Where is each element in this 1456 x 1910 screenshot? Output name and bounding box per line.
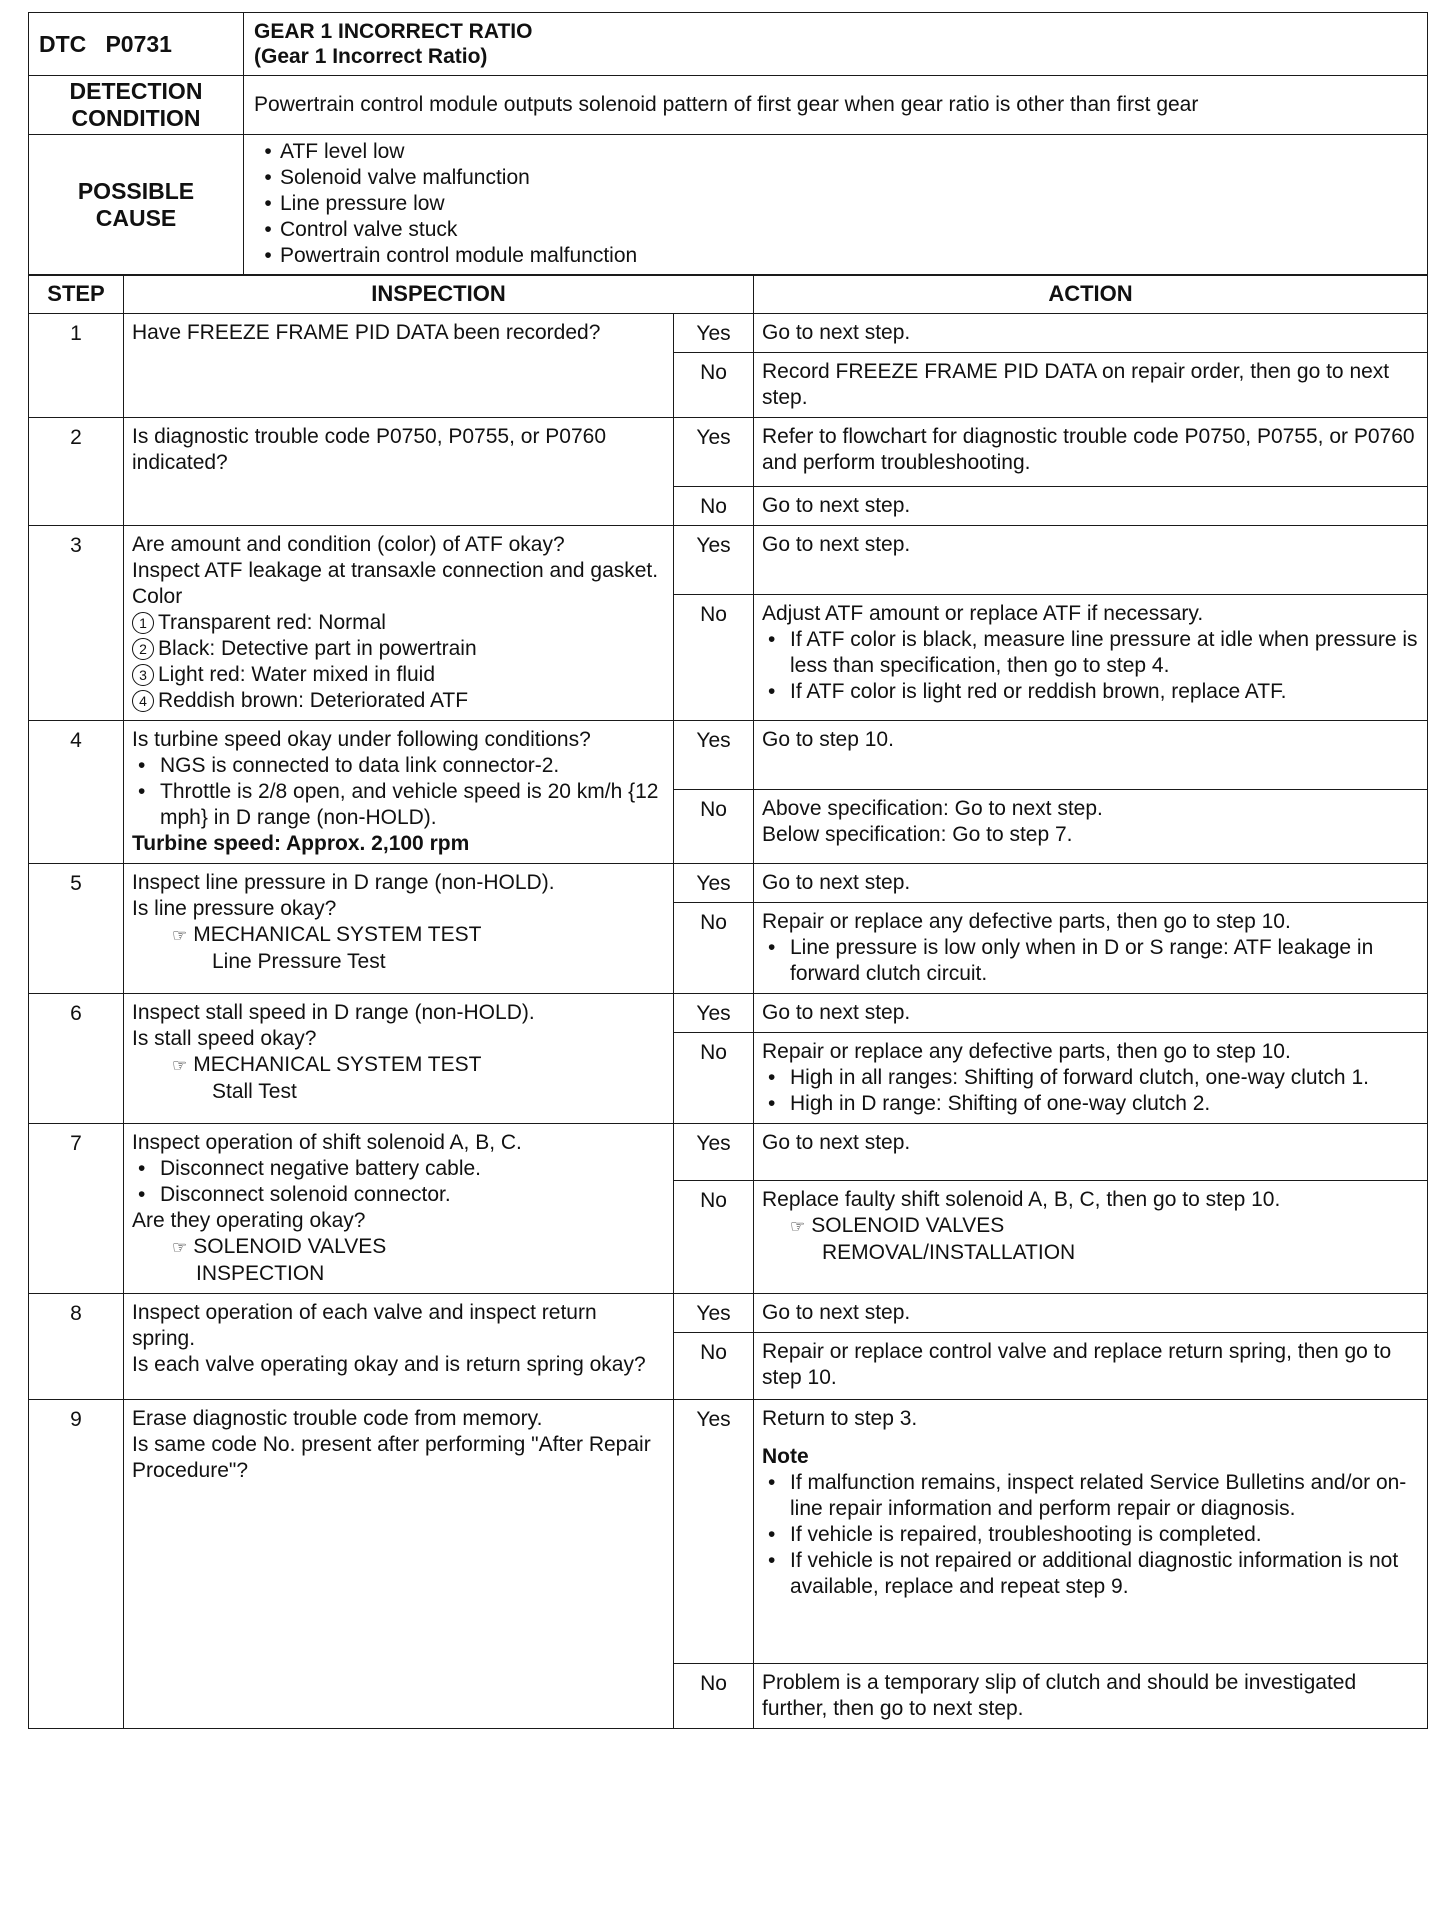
step-row bbox=[29, 526, 1428, 595]
no-label: No bbox=[674, 1181, 754, 1294]
no-label: No bbox=[674, 1333, 754, 1400]
reference-pointer-icon: ☞ bbox=[790, 1217, 806, 1237]
circled-number-icon: 2 bbox=[132, 638, 154, 660]
yes-action: Return to step 3. Note • If malfunction remains, inspect related Service Bulletins and/or on-line repair information and perform repair or diagnosis. • If vehicle is repaired, troubleshooting is completed. • If vehicle is not repaired or additional diagnostic information is not available, replace and repeat step 9. bbox=[754, 1400, 1428, 1664]
step-number: 7 bbox=[29, 1124, 124, 1294]
yes-label: Yes bbox=[674, 1294, 754, 1333]
yes-action: Go to next step. bbox=[754, 1124, 1428, 1181]
detection-condition-text: Powertrain control module outputs solenoid pattern of first gear when gear ratio is other than first gear bbox=[244, 76, 1428, 135]
yes-label: Yes bbox=[674, 526, 754, 595]
reference-link[interactable]: ☞ MECHANICAL SYSTEM TEST bbox=[172, 1053, 482, 1077]
color-item: 1 Transparent red: Normal bbox=[132, 610, 665, 636]
dtc-title-cell bbox=[244, 13, 1428, 76]
cause-item: • Control valve stuck bbox=[254, 217, 1417, 243]
step-row bbox=[29, 721, 1428, 790]
no-label: No bbox=[674, 353, 754, 418]
step-row bbox=[29, 1124, 1428, 1181]
cause-item: • Solenoid valve malfunction bbox=[254, 165, 1417, 191]
dtc-header-table bbox=[28, 12, 1428, 276]
no-label: No bbox=[674, 903, 754, 994]
no-label: No bbox=[674, 487, 754, 526]
col-action: ACTION bbox=[754, 275, 1428, 314]
step-number: 4 bbox=[29, 721, 124, 864]
yes-label: Yes bbox=[674, 314, 754, 353]
step-number: 6 bbox=[29, 994, 124, 1124]
col-inspection: INSPECTION bbox=[124, 275, 754, 314]
step-row bbox=[29, 864, 1428, 903]
yes-label: Yes bbox=[674, 1400, 754, 1664]
no-action: Record FREEZE FRAME PID DATA on repair order, then go to next step. bbox=[754, 353, 1428, 418]
step-inspection: Inspect stall speed in D range (non-HOLD). Is stall speed okay? ☞ MECHANICAL SYSTEM TEST Stall Test bbox=[124, 994, 674, 1124]
diagnostic-sheet bbox=[28, 12, 1428, 1729]
yes-action: Refer to flowchart for diagnostic trouble code P0750, P0755, or P0760 and perform troubleshooting. bbox=[754, 418, 1428, 487]
dtc-code: P0731 bbox=[105, 30, 172, 57]
cause-item: • Powertrain control module malfunction bbox=[254, 243, 1417, 269]
step-number: 2 bbox=[29, 418, 124, 526]
no-action: Repair or replace any defective parts, then go to step 10. • High in all ranges: Shifting of forward clutch, one-way clutch 1. • High in D range: Shifting of one-way clutch 2. bbox=[754, 1033, 1428, 1124]
color-item: 4 Reddish brown: Deteriorated ATF bbox=[132, 688, 665, 714]
step-inspection: Inspect line pressure in D range (non-HOLD). Is line pressure okay? ☞ MECHANICAL SYSTEM TEST Line Pressure Test bbox=[124, 864, 674, 994]
step-row bbox=[29, 418, 1428, 487]
step-row bbox=[29, 1400, 1428, 1664]
yes-label: Yes bbox=[674, 1124, 754, 1181]
possible-cause-cell bbox=[244, 135, 1428, 276]
possible-cause-label: POSSIBLE CAUSE bbox=[29, 135, 244, 276]
yes-action: Go to next step. bbox=[754, 994, 1428, 1033]
no-label: No bbox=[674, 790, 754, 864]
no-action: Replace faulty shift solenoid A, B, C, then go to step 10. ☞ SOLENOID VALVES REMOVAL/INSTALLATION bbox=[754, 1181, 1428, 1294]
yes-label: Yes bbox=[674, 864, 754, 903]
reference-pointer-icon: ☞ bbox=[172, 1238, 188, 1258]
step-inspection: Are amount and condition (color) of ATF okay? Inspect ATF leakage at transaxle connection and gasket. Color 1 Transparent red: Normal 2 Black: Detective part in powertrain 3 Light red: Water mixed in fluid 4 Reddish brown: Deteriorated ATF bbox=[124, 526, 674, 721]
step-inspection: Erase diagnostic trouble code from memory. Is same code No. present after performing "After Repair Procedure"? bbox=[124, 1400, 674, 1729]
yes-label: Yes bbox=[674, 721, 754, 790]
dtc-code-cell bbox=[29, 13, 244, 76]
no-label: No bbox=[674, 1033, 754, 1124]
step-number: 5 bbox=[29, 864, 124, 994]
dtc-label: DTC bbox=[39, 30, 87, 57]
dtc-subtitle: (Gear 1 Incorrect Ratio) bbox=[254, 45, 488, 68]
yes-action: Go to next step. bbox=[754, 526, 1428, 595]
yes-label: Yes bbox=[674, 418, 754, 487]
color-item: 3 Light red: Water mixed in fluid bbox=[132, 662, 665, 688]
dtc-title: GEAR 1 INCORRECT RATIO bbox=[254, 20, 533, 43]
step-inspection: Is turbine speed okay under following conditions? • NGS is connected to data link connector-2. • Throttle is 2/8 open, and vehicle speed is 20 km/h {12 mph} in D range (non-HOLD). Turbine speed: Approx. 2,100 rpm bbox=[124, 721, 674, 864]
step-inspection: Inspect operation of shift solenoid A, B, C. • Disconnect negative battery cable. • Disconnect solenoid connector. Are they operating okay? ☞ SOLENOID VALVES INSPECTION bbox=[124, 1124, 674, 1294]
step-number: 1 bbox=[29, 314, 124, 418]
step-inspection: Is diagnostic trouble code P0750, P0755, or P0760 indicated? bbox=[124, 418, 674, 526]
reference-link[interactable]: ☞ SOLENOID VALVES bbox=[172, 1235, 387, 1259]
col-step: STEP bbox=[29, 275, 124, 314]
reference-link[interactable]: ☞ MECHANICAL SYSTEM TEST bbox=[172, 923, 482, 947]
steps-header-row bbox=[29, 275, 1428, 314]
detection-label: DETECTION CONDITION bbox=[29, 76, 244, 135]
no-action: Go to next step. bbox=[754, 487, 1428, 526]
circled-number-icon: 1 bbox=[132, 612, 154, 634]
yes-action: Go to next step. bbox=[754, 1294, 1428, 1333]
step-number: 9 bbox=[29, 1400, 124, 1729]
steps-table bbox=[28, 274, 1428, 1729]
no-label: No bbox=[674, 1664, 754, 1729]
step-row bbox=[29, 994, 1428, 1033]
reference-pointer-icon: ☞ bbox=[172, 926, 188, 946]
no-action: Repair or replace control valve and replace return spring, then go to step 10. bbox=[754, 1333, 1428, 1400]
yes-action: Go to step 10. bbox=[754, 721, 1428, 790]
step-row bbox=[29, 1294, 1428, 1333]
step-inspection: Inspect operation of each valve and inspect return spring. Is each valve operating okay and is return spring okay? bbox=[124, 1294, 674, 1400]
cause-item: • ATF level low bbox=[254, 139, 1417, 165]
reference-link[interactable]: ☞ SOLENOID VALVES bbox=[790, 1214, 1005, 1238]
no-action: Above specification: Go to next step. Below specification: Go to step 7. bbox=[754, 790, 1428, 864]
circled-number-icon: 4 bbox=[132, 690, 154, 712]
reference-pointer-icon: ☞ bbox=[172, 1056, 188, 1076]
step-number: 8 bbox=[29, 1294, 124, 1400]
yes-action: Go to next step. bbox=[754, 314, 1428, 353]
step-inspection: Have FREEZE FRAME PID DATA been recorded? bbox=[124, 314, 674, 418]
possible-cause-list bbox=[244, 135, 1427, 275]
no-action: Adjust ATF amount or replace ATF if necessary. • If ATF color is black, measure line pressure at idle when pressure is less than specification, then go to step 4. • If ATF color is light red or reddish brown, replace ATF. bbox=[754, 595, 1428, 721]
no-action: Problem is a temporary slip of clutch and should be investigated further, then go to next step. bbox=[754, 1664, 1428, 1729]
step-row bbox=[29, 314, 1428, 353]
step-number: 3 bbox=[29, 526, 124, 721]
yes-label: Yes bbox=[674, 994, 754, 1033]
note-label: Note bbox=[762, 1445, 809, 1469]
no-action: Repair or replace any defective parts, then go to step 10. • Line pressure is low only when in D or S range: ATF leakage in forward clutch circuit. bbox=[754, 903, 1428, 994]
no-label: No bbox=[674, 595, 754, 721]
yes-action: Go to next step. bbox=[754, 864, 1428, 903]
circled-number-icon: 3 bbox=[132, 664, 154, 686]
color-item: 2 Black: Detective part in powertrain bbox=[132, 636, 665, 662]
cause-item: • Line pressure low bbox=[254, 191, 1417, 217]
